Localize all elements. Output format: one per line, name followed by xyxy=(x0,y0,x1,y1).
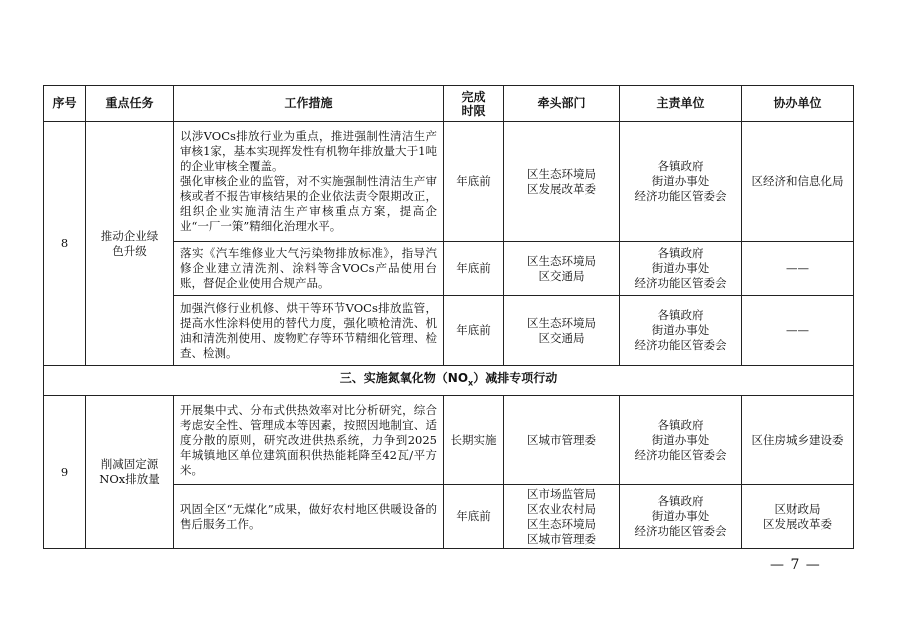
lead-dept: 区生态环境局 xyxy=(527,166,596,181)
main-unit: 经济功能区管委会 xyxy=(634,447,727,462)
lead-dept: 区城市管理委 xyxy=(527,531,596,546)
measure-cell xyxy=(174,122,444,242)
deadline-cell: 年底前 xyxy=(444,296,504,366)
header-row xyxy=(44,86,854,122)
main-cell xyxy=(620,296,742,366)
lead-dept: 区农业农村局 xyxy=(527,501,596,516)
measure-cell xyxy=(174,485,444,549)
measure-paragraph: 强化审核企业的监管，对不实施强制性清洁生产审核或者不报告审核结果的企业依法责令限期改正，组织企业实施清洁生产审核重点方案，提高企业“一厂一策”精细化治理水平。 xyxy=(180,174,437,233)
measure-paragraph: 落实《汽车维修业大气污染物排放标准》，指导汽修企业建立清洗剂、涂料等含VOCs产品使用台账，督促企业使用合规产品。 xyxy=(180,246,437,290)
lead-dept: 区城市管理委 xyxy=(527,432,596,447)
measures-table xyxy=(43,85,854,549)
measure-cell xyxy=(174,296,444,366)
section-heading xyxy=(44,366,854,396)
measure-paragraph: 巩固全区“无煤化”成果，做好农村地区供暖设备的售后服务工作。 xyxy=(180,501,437,531)
measure-cell xyxy=(174,396,444,485)
lead-cell xyxy=(504,122,620,242)
main-unit: 各镇政府 xyxy=(657,494,704,508)
main-unit: 街道办事处 xyxy=(651,509,710,523)
table-row xyxy=(44,396,854,485)
deadline-cell: 年底前 xyxy=(444,122,504,242)
lead-cell xyxy=(504,296,620,366)
measure-cell xyxy=(174,242,444,296)
main-unit: 街道办事处 xyxy=(651,432,710,447)
header-seq: 序号 xyxy=(44,86,86,122)
main-unit: 各镇政府 xyxy=(657,417,704,432)
lead-cell xyxy=(504,485,620,549)
assist-unit: 区住房城乡建设委 xyxy=(751,432,844,447)
seq-cell: 8 xyxy=(44,122,86,366)
task-cell: 推动企业绿色升级 xyxy=(86,122,174,366)
main-unit: 经济功能区管委会 xyxy=(634,338,727,352)
assist-cell xyxy=(742,485,854,549)
header-task: 重点任务 xyxy=(86,86,174,122)
assist-unit: 区发展改革委 xyxy=(763,516,832,531)
header-deadline-line2: 时限 xyxy=(461,103,486,118)
assist-cell xyxy=(742,396,854,485)
seq-cell: 9 xyxy=(44,396,86,549)
main-unit: 各镇政府 xyxy=(657,246,704,260)
header-deadline-line1: 完成 xyxy=(461,89,486,104)
deadline-cell: 年底前 xyxy=(444,242,504,296)
assist-cell: —— xyxy=(742,242,854,296)
section-heading-subscript: x xyxy=(468,378,474,388)
measure-paragraph: 以涉VOCs排放行业为重点，推进强制性清洁生产审核1家，基本实现挥发性有机物年排放量大于1吨的企业审核全覆盖。 xyxy=(180,129,437,173)
deadline-cell: 年底前 xyxy=(444,485,504,549)
main-unit: 经济功能区管委会 xyxy=(634,276,727,290)
section-heading-suffix: ）减排专项行动 xyxy=(473,370,558,385)
measure-paragraph: 加强汽修行业机修、烘干等环节VOCs排放监管，提高水性涂料使用的替代力度，强化喷枪清洗、机油和清洗剂使用、废物贮存等环节精细化管理、检查、检测。 xyxy=(180,300,437,360)
assist-cell: —— xyxy=(742,296,854,366)
main-cell xyxy=(620,122,742,242)
main-cell xyxy=(620,485,742,549)
table-row xyxy=(44,122,854,242)
main-unit: 各镇政府 xyxy=(657,159,704,173)
lead-dept: 区生态环境局 xyxy=(527,516,596,531)
header-main: 主责单位 xyxy=(620,86,742,122)
section-heading-prefix: 三、实施氮氧化物（NO xyxy=(339,370,469,385)
header-measures: 工作措施 xyxy=(174,86,444,122)
measure-paragraph: 开展集中式、分布式供热效率对比分析研究，综合考虑安全性、管理成本等因素，按照因地制宜、适度分散的原则，研究改进供热系统，力争到2025年城镇地区单位建筑面积供热能耗降至42瓦/平方米。 xyxy=(180,402,437,477)
lead-cell xyxy=(504,396,620,485)
section-row xyxy=(44,366,854,396)
main-unit: 各镇政府 xyxy=(657,308,704,322)
lead-dept: 区市场监管局 xyxy=(527,486,596,501)
assist-unit: 区财政局 xyxy=(774,501,821,516)
lead-dept: 区交通局 xyxy=(538,330,585,345)
lead-dept: 区生态环境局 xyxy=(527,315,596,330)
main-unit: 街道办事处 xyxy=(651,323,710,337)
header-deadline xyxy=(444,86,504,122)
main-unit: 街道办事处 xyxy=(651,174,710,188)
page-number: — 7 — xyxy=(770,557,821,573)
lead-dept: 区生态环境局 xyxy=(527,253,596,268)
main-unit: 街道办事处 xyxy=(651,261,710,275)
lead-cell xyxy=(504,242,620,296)
deadline-cell: 长期实施 xyxy=(444,396,504,485)
main-cell xyxy=(620,396,742,485)
lead-dept: 区发展改革委 xyxy=(527,181,596,196)
lead-dept: 区交通局 xyxy=(538,268,585,283)
main-unit: 经济功能区管委会 xyxy=(634,524,727,538)
header-lead: 牵头部门 xyxy=(504,86,620,122)
main-unit: 经济功能区管委会 xyxy=(634,189,727,203)
task-cell: 削减固定源NOx排放量 xyxy=(86,396,174,549)
main-cell xyxy=(620,242,742,296)
header-assist: 协办单位 xyxy=(742,86,854,122)
assist-cell: 区经济和信息化局 xyxy=(742,122,854,242)
